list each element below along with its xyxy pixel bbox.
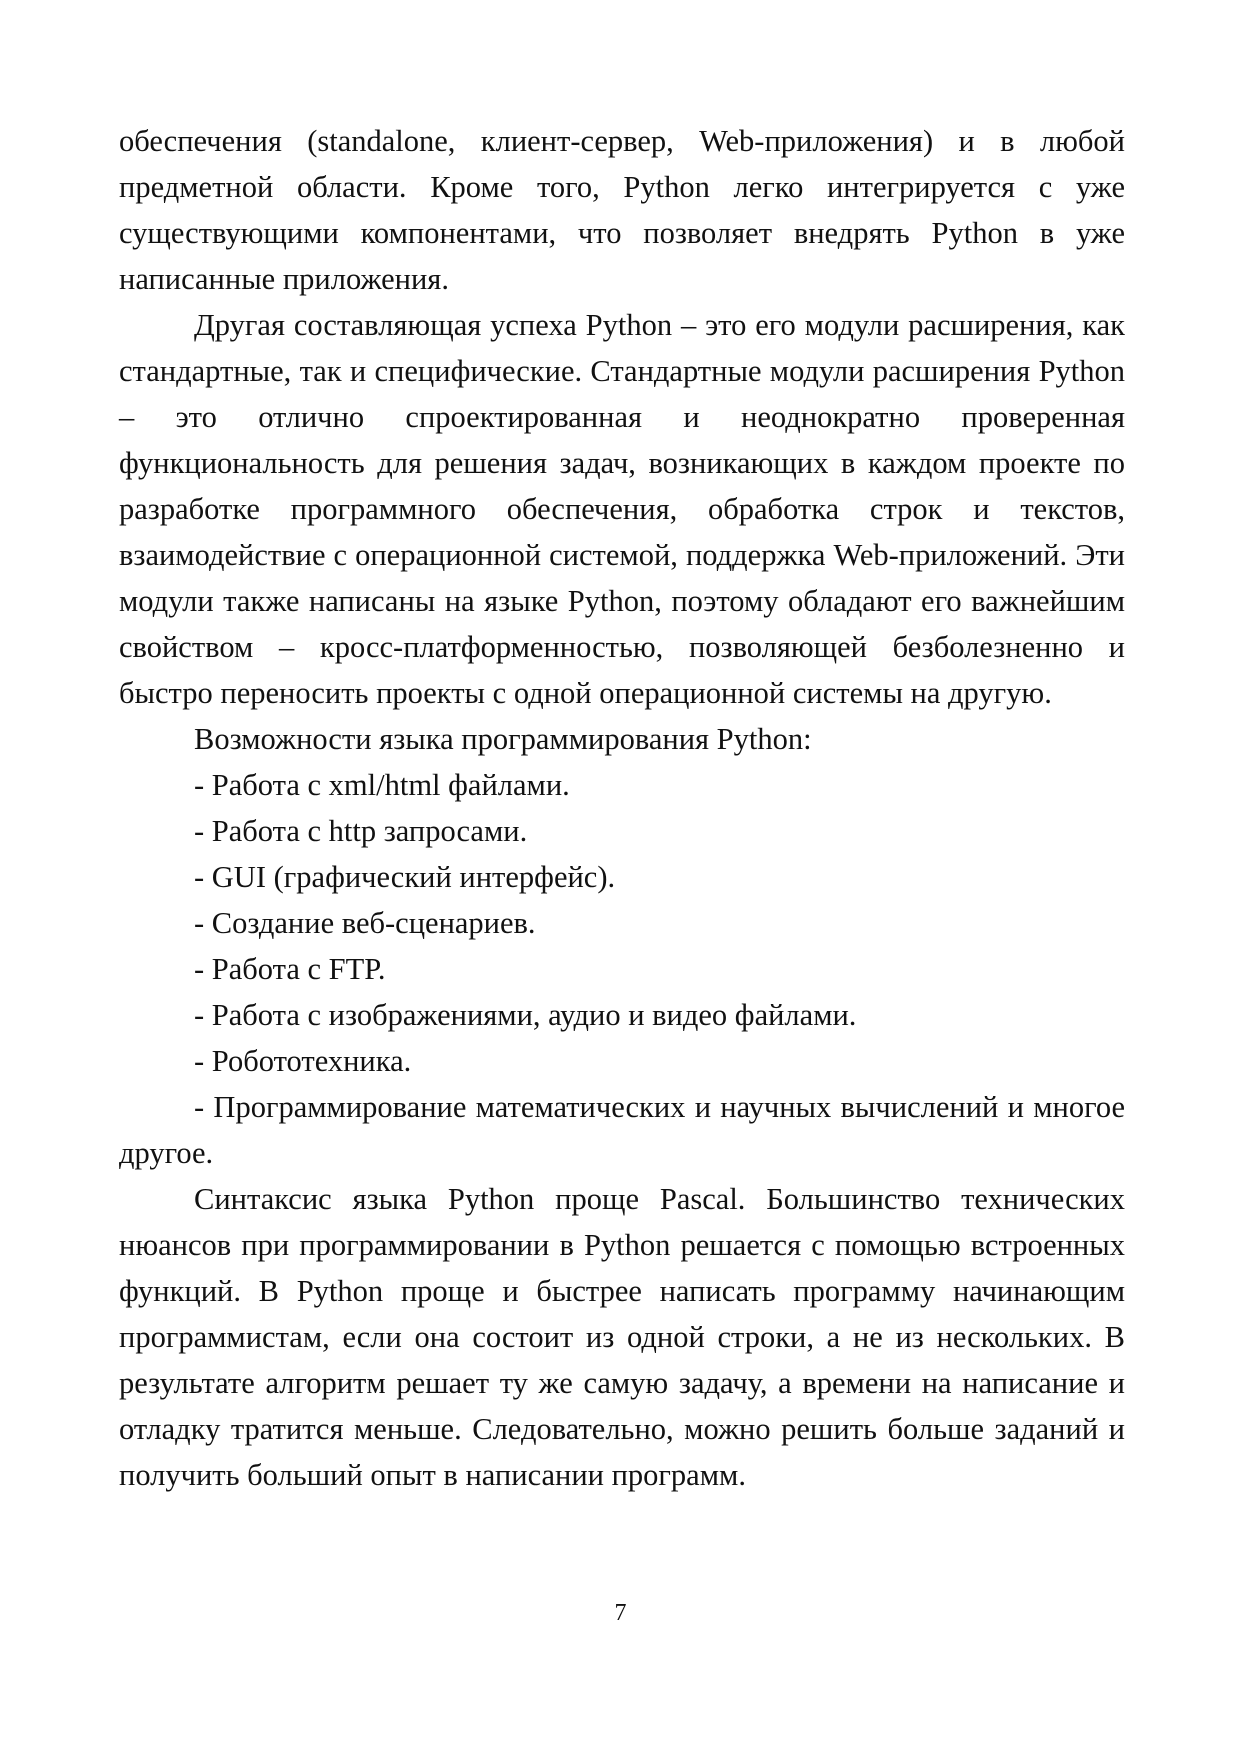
page-number: 7 [614, 1600, 627, 1626]
page-body [119, 118, 1125, 1498]
feature-item-web-scripts: - Создание веб-сценариев. [194, 906, 536, 940]
feature-item-robotics: - Робототехника. [194, 1044, 412, 1078]
paragraph-extension-modules: Другая составляющая успеха Python – это его модули расширения, как стандартные, так и специфические. Стандартные модули расширения Python – это отлично спроектированная и неоднократно проверенная функциональность для решения задач, возникающих в каждом проекте по разработке программного обеспечения, обработка строк и текстов, взаимодействие с операционной системой, поддержка Web-приложений. Эти модули также написаны на языке Python, поэтому обладают его важнейшим свойством – кросс-платформенностью, позволяющей безболезненно и быстро переносить проекты с одной операционной системы на другую. [119, 308, 1125, 710]
paragraph-continuation: обеспечения (standalone, клиент-сервер, Web-приложения) и в любой предметной области. Кроме того, Python легко интегрируется с уже существующими компонентами, что позволяет внедрять Python в уже написанные приложения. [119, 124, 1125, 296]
feature-item-http: - Работа с http запросами. [194, 814, 528, 848]
feature-item-media: - Работа с изображениями, аудио и видео файлами. [194, 998, 857, 1032]
feature-item-math-science: - Программирование математических и научных вычислений и многое другое. [119, 1090, 1125, 1170]
feature-item-xml-html: - Работа с xml/html файлами. [194, 768, 570, 802]
feature-item-ftp: - Работа с FTP. [194, 952, 386, 986]
paragraph-syntax: Синтаксис языка Python проще Pascal. Большинство технических нюансов при программировании в Python решается с помощью встроенных функций. В Python проще и быстрее написать программу начинающим программистам, если она состоит из одной строки, а не из нескольких. В результате алгоритм решает ту же самую задачу, а времени на написание и отладку тратится меньше. Следовательно, можно решить больше заданий и получить больший опыт в написании программ. [119, 1182, 1125, 1492]
feature-item-gui: - GUI (графический интерфейс). [194, 860, 616, 894]
features-list-intro: Возможности языка программирования Python: [194, 722, 812, 756]
